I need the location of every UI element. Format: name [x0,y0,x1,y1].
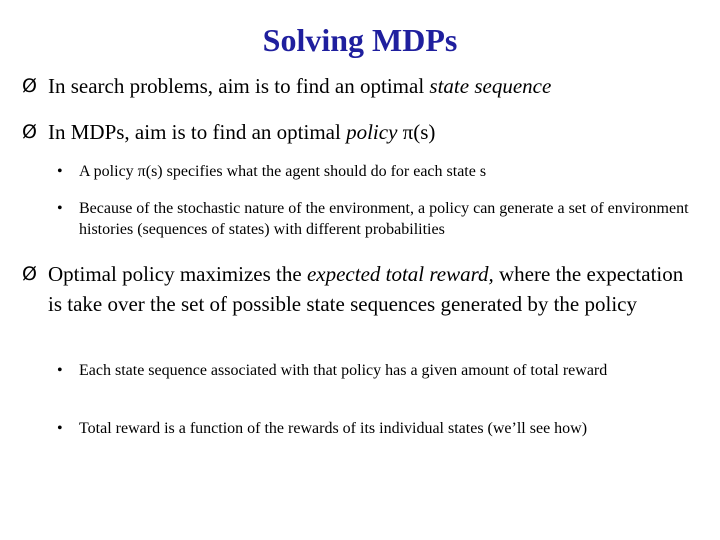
dot-bullet-icon: • [57,420,63,437]
dot-bullet-icon: • [57,163,63,180]
sub-bullet-stochastic [57,198,697,240]
bullet-optimal-policy [22,259,702,319]
bullet-mdp-policy [22,117,702,147]
sub-bullet-policy-definition [57,161,697,182]
sub-bullet-state-sequence [57,360,697,381]
bullet-text: In search problems, aim is to find an optimal state sequence [48,74,552,98]
arrow-bullet-icon: Ø [22,121,37,143]
bullet-search-problems [22,71,702,101]
arrow-bullet-icon: Ø [22,75,37,97]
sub-bullet-text: Each state sequence associated with that policy has a given amount of total reward [79,362,608,379]
bullet-text: Optimal policy maximizes the expected total reward, where the expectation is take over the set of possible state sequences generated by the policy [48,262,684,316]
sub-bullet-text: A policy π(s) specifies what the agent should do for each state s [79,163,487,180]
slide-title: Solving MDPs [262,22,458,58]
sub-bullet-text: Because of the stochastic nature of the environment, a policy can generate a set of environment histories (sequences of states) with different probabilities [79,200,689,238]
dot-bullet-icon: • [57,362,63,379]
sub-bullet-text: Total reward is a function of the rewards of its individual states (we’ll see how) [79,420,588,437]
dot-bullet-icon: • [57,200,63,217]
arrow-bullet-icon: Ø [22,263,37,285]
sub-bullet-total-reward [57,418,697,439]
bullet-text: In MDPs, aim is to find an optimal policy π(s) [48,120,436,144]
